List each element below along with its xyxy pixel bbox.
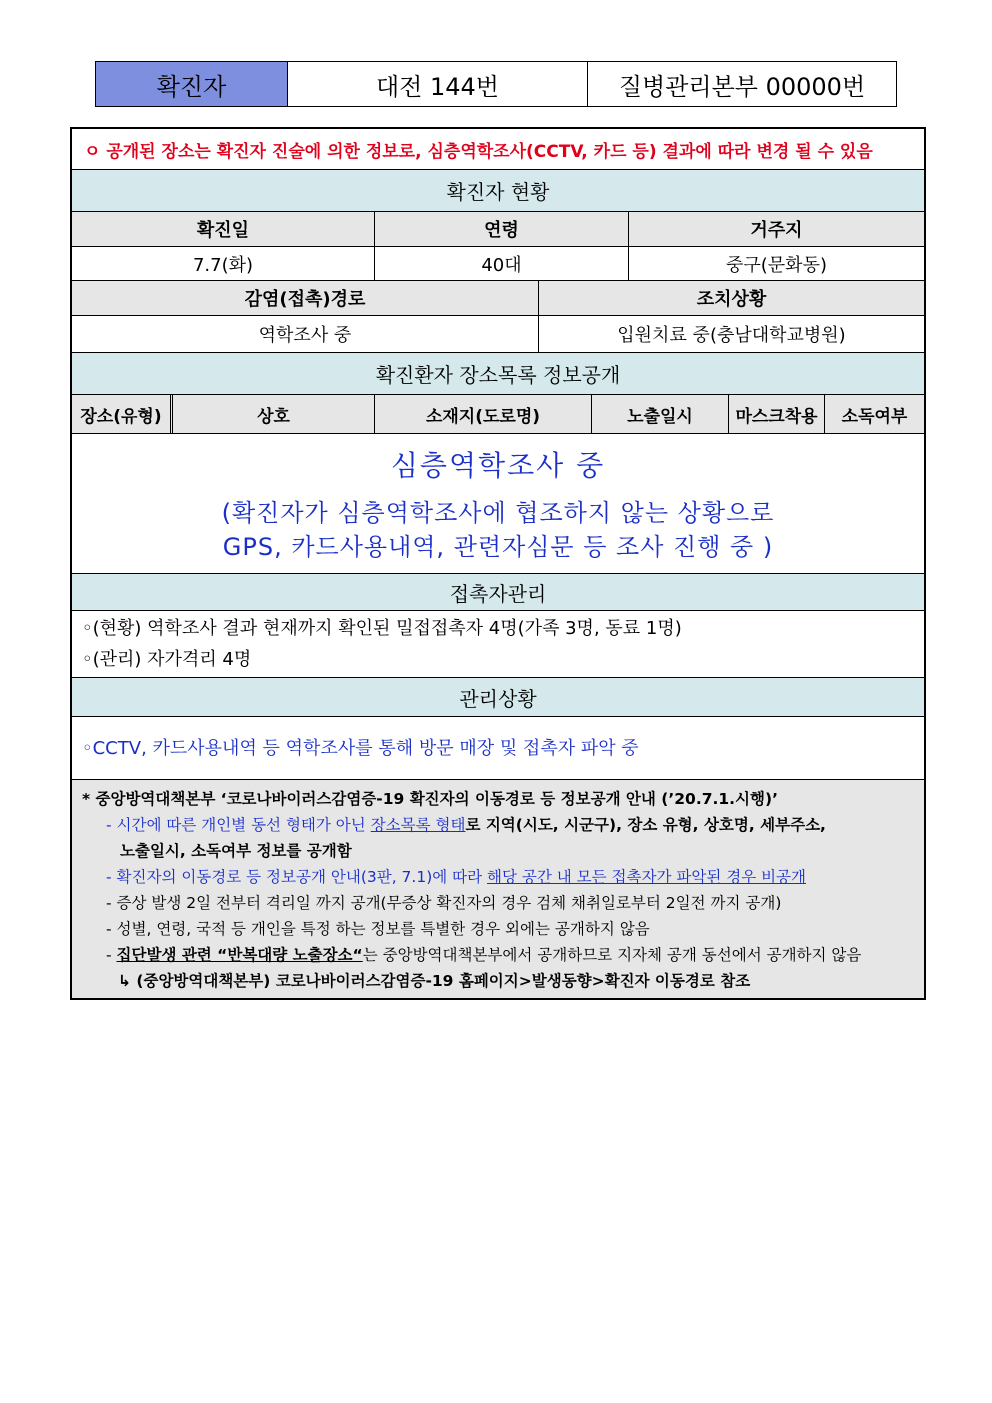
status-header-row-2 [72, 281, 924, 316]
residence-value: 중구(문화동) [726, 254, 827, 276]
contacts-row [72, 611, 924, 678]
places-message-row [72, 434, 924, 574]
confirm-date-value: 7.7(화) [72, 247, 375, 280]
action-status-value: 입원치료 중(충남대학교병원) [617, 325, 846, 346]
management-section-header [72, 678, 924, 717]
footnote-item-2-blue: - 확진자의 이동경로 등 정보공개 안내(3판, 7.1)에 따라 [106, 868, 488, 886]
footnote-item-1-blue: - 시간에 따른 개인별 동선 형태가 아닌 [106, 816, 371, 834]
management-line-1: ◦CCTV, 카드사용내역 등 역학조사를 통해 방문 매장 및 접촉자 파악 중 [82, 737, 639, 759]
footnote-item-5-dash: - [106, 946, 117, 964]
status-value-row-2 [72, 316, 924, 353]
contacts-section-header [72, 574, 924, 611]
contacts-line-2: ◦(관리) 자가격리 4명 [82, 649, 252, 670]
action-status-header: 조치상황 [696, 289, 767, 310]
case-info-table [70, 127, 926, 1000]
case-kdca-number: 질병관리본부 00000번 [618, 72, 866, 101]
residence-header: 거주지 [750, 220, 803, 241]
management-row [72, 717, 924, 780]
notice-text: ㅇ 공개된 장소는 확진자 진술에 의한 정보로, 심층역학조사(CCTV, 카드 등) 결과에 따라 변경 될 수 있음 [84, 141, 873, 162]
places-title: 확진환자 장소목록 정보공개 [375, 363, 621, 387]
footnote-item-5 [82, 942, 914, 968]
footnote-item-5-rest: 는 중앙방역대책본부에서 공개하므로 지자체 공개 동선에서 공개하지 않음 [362, 946, 862, 964]
footnote-row [72, 780, 924, 998]
footnote [72, 780, 924, 998]
notice-row [72, 129, 924, 170]
footnote-item-4: - 성별, 연령, 국적 등 개인을 특정 하는 정보를 특별한 경우 외에는 공개하지 않음 [106, 920, 650, 938]
contacts-content [72, 611, 924, 677]
footnote-head: * 중앙방역대책본부 ‘코로나바이러스감염증-19 확진자의 이동경로 등 정보공개 안내 (’20.7.1.시행)’ [82, 790, 778, 808]
business-name-header: 상호 [173, 395, 375, 433]
footnote-item-5-bold: 집단발생 관련 “반복대량 노출장소“ [116, 946, 363, 964]
footnote-item-3: - 증상 발생 2일 전부터 격리일 까지 공개(무증상 확진자의 경우 검체 채취일로부터 2일전 까지 공개) [106, 894, 782, 912]
footnote-item-1-underlined: 장소목록 형태 [370, 816, 466, 834]
places-section-header [72, 353, 924, 395]
footnote-item-2 [82, 864, 914, 890]
management-title: 관리상황 [459, 686, 537, 711]
footnote-item-2-underlined: 해당 공간 내 모든 접촉자가 파악된 경우 비공개 [487, 868, 807, 886]
mask-header: 마스크착용 [729, 395, 825, 433]
case-label: 확진자 [96, 62, 288, 106]
places-message-main: 심층역학조사 중 [390, 449, 606, 482]
footnote-item-6: ↳ (중앙방역대책본부) 코로나바이러스감염증-19 홈페이지>발생동향>확진자 이동경로 참조 [118, 972, 751, 990]
places-header-row [72, 395, 924, 434]
status-title: 확진자 현황 [446, 180, 550, 204]
disinfection-header: 소독여부 [841, 406, 908, 427]
status-value-row [72, 247, 924, 281]
contacts-line-1: ◦(현황) 역학조사 결과 현재까지 확인된 밀접접촉자 4명(가족 3명, 동료 1명) [82, 618, 682, 639]
age-header: 연령 [375, 212, 629, 246]
status-header-row [72, 212, 924, 247]
footnote-item-1-rest: 로 지역(시도, 시군구), 장소 유형, 상호명, 세부주소, [465, 816, 826, 834]
address-header: 소재지(도로명) [375, 395, 592, 433]
places-message-sub2: GPS, 카드사용내역, 관련자심문 등 조사 진행 중 ) [222, 533, 774, 561]
management-content [72, 717, 924, 779]
case-local-number: 대전 144번 [288, 62, 588, 106]
exposure-time-header: 노출일시 [592, 395, 729, 433]
case-header [95, 61, 897, 107]
infection-route-value: 역학조사 중 [72, 316, 539, 352]
place-type-header: 장소(유형) [72, 395, 173, 433]
confirm-date-header: 확진일 [72, 212, 375, 246]
contacts-title: 접촉자관리 [449, 581, 547, 606]
age-value: 40대 [375, 247, 629, 280]
infection-route-header: 감염(접촉)경로 [72, 281, 539, 315]
status-section-header [72, 170, 924, 212]
footnote-item-1-continued: 노출일시, 소독여부 정보를 공개함 [120, 842, 352, 860]
places-message [72, 434, 924, 573]
footnote-item-1 [82, 812, 914, 838]
places-message-sub1: (확진자가 심층역학조사에 협조하지 않는 상황으로 [221, 499, 775, 527]
